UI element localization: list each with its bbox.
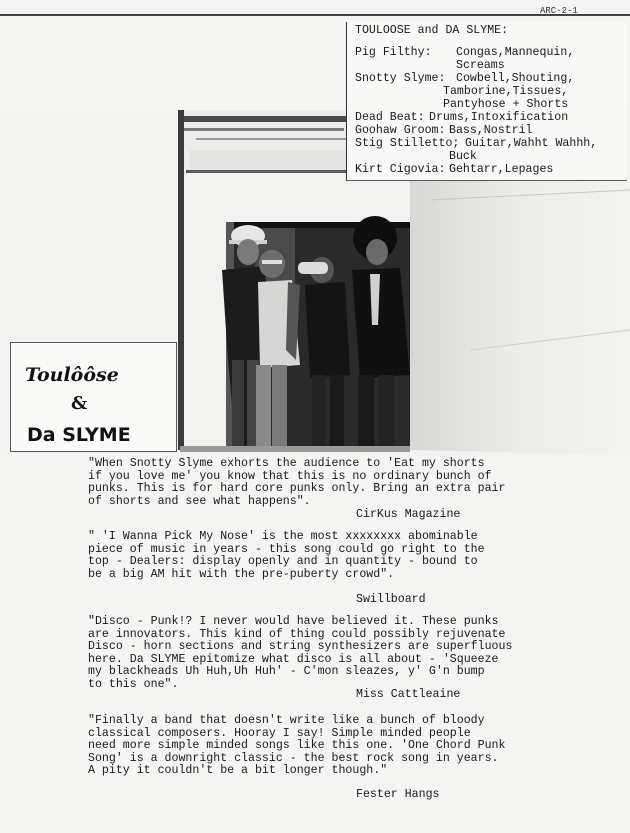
review-quote: "Finally a band that doesn't write like a bunch of bloody classical composers. Hooray I say! Simple minded people need more simple minded songs like this one. 'One Chord Punk Song' is a downright classic - the best rock song in years. A pity it couldn't be a bit longer though." [88,714,506,778]
review-source: Fester Hangs [356,788,440,801]
member-roles: Tamborine,Tissues, [443,85,569,98]
member-name: Kirt Cigovia: [355,163,446,176]
document-code: ARC-2-1 [540,6,578,16]
roster-title: TOULOOSE and DA SLYME: [355,24,509,37]
review-quote: " 'I Wanna Pick My Nose' is the most xxxxxxxx abominable piece of music in years - this song could go right to the top - Dealers: display openly and in quantity - bound to be a big AM hit with the pre-puberty crowd". [88,530,485,581]
member-name: Goohaw Groom: [355,124,446,137]
member-roles: Pantyhose + Shorts [443,98,569,111]
band-roster [346,22,627,181]
member-roles: Guitar,Wahht Wahhh, [465,137,598,150]
member-name: Snotty Slyme: [355,72,446,85]
review-source: CirKus Magazine [356,508,461,521]
member-name: Stig Stilletto; [355,137,460,150]
review-quote: "When Snotty Slyme exhorts the audience to 'Eat my shorts if you love me' you know that this is no ordinary bunch of punks. This is for hard core punks only. Bring an extra pair of shorts and see what happens". [88,457,506,508]
member-roles: Drums,Intoxification [429,111,569,124]
member-roles: Bass,Nostril [449,124,533,137]
review-source: Swillboard [356,593,426,606]
member-roles: Gehtarr,Lepages [449,163,554,176]
top-rule [0,14,630,16]
logo-ampersand: & [71,393,88,414]
member-roles: Cowbell,Shouting, [456,72,575,85]
member-roles: Buck [449,150,477,163]
member-name: Dead Beat: [355,111,425,124]
band-logo [10,342,177,452]
logo-line-3: Da SLYME [27,424,131,446]
review-quote: "Disco - Punk!? I never would have believed it. These punks are innovators. This kind of thing could possibly rejuvenate Disco - horn sections and string synthesizers are superfluous here. Da SLYME epitomize what disco is all about - 'Squeeze my blackheads Uh Huh,Uh Huh' - C'mon sleazes, y' G'n bump to this one". [88,615,513,691]
logo-line-1: Toulôôse [25,364,119,386]
member-roles: Screams [456,59,505,72]
member-name: Pig Filthy: [355,46,432,59]
review-source: Miss Cattleaine [356,688,461,701]
member-roles: Congas,Mannequin, [456,46,575,59]
